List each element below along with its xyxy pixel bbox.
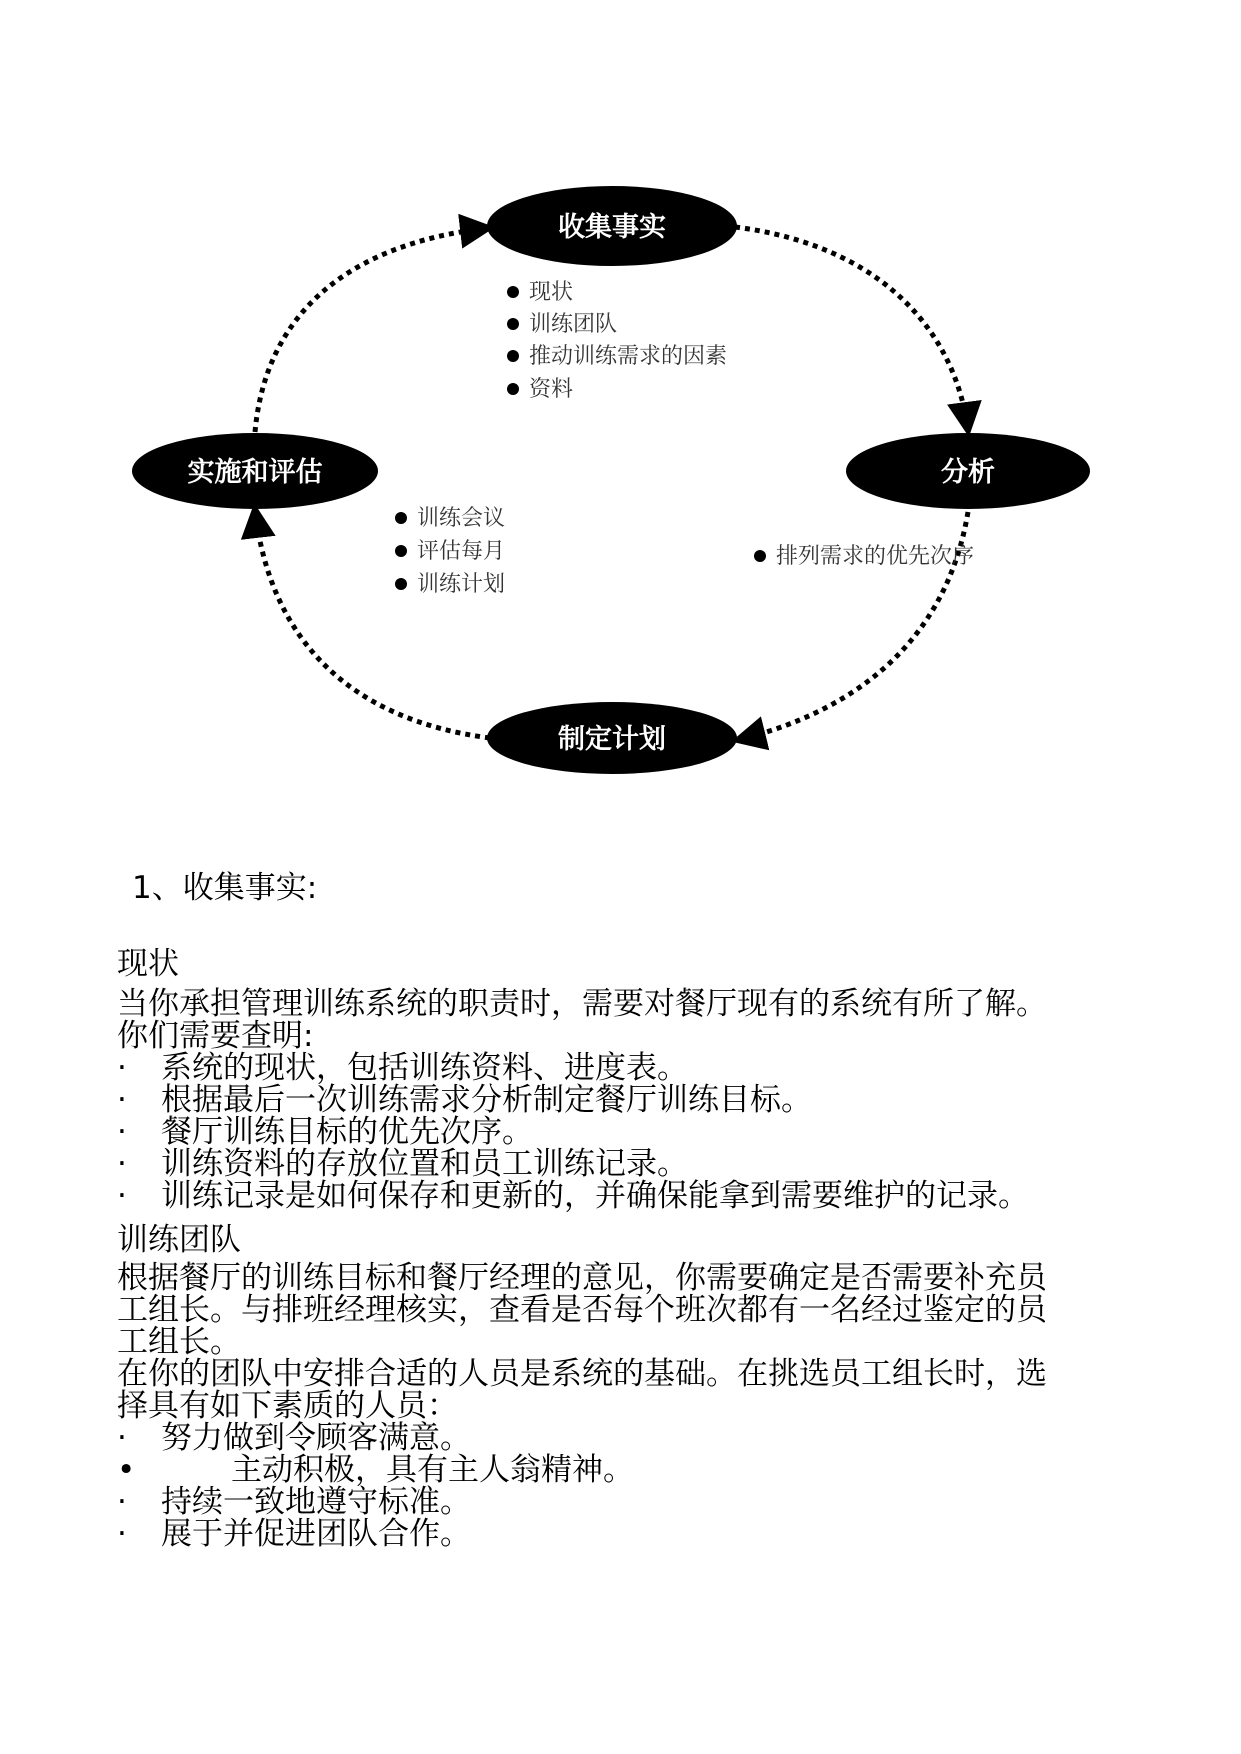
team-bullet-text: 努力做到令顾客满意。 [161,1420,471,1456]
bullet-dot: · [117,1050,127,1086]
status-bullet-text: 餐厅训练目标的优先次序。 [161,1114,533,1150]
bullet-dot: • [117,1452,136,1488]
node-implement-evaluate [132,433,378,509]
node-collect-label: 收集事实 [558,212,666,243]
status-bullet-text: 系统的现状，包括训练资料、进度表。 [161,1050,688,1086]
implement-bullets [395,506,505,597]
team-paragraph-line: 工组长。与排班经理核实，查看是否每个班次都有一名经过鉴定的员 [117,1292,1047,1328]
team-bullet [117,1454,634,1486]
bullet-dot: · [117,1516,127,1552]
team-bullet [117,1518,471,1550]
bullet-dot: · [117,1082,127,1118]
node-analyze [846,433,1090,509]
bullet-dot: · [117,1484,127,1520]
node-implement-label: 实施和评估 [187,457,323,488]
collect-bullet-item: 推动训练需求的因素 [529,344,728,369]
bullet-dot: · [117,1178,127,1214]
status-bullet [117,1148,688,1180]
status-paragraph-line: 你们需要查明: [117,1018,314,1054]
status-bullet [117,1116,533,1148]
bullet-dot: · [117,1146,127,1182]
collect-bullets [507,280,727,402]
team-bullet-text: 展于并促进团队合作。 [161,1516,471,1552]
node-make-plan [487,702,737,774]
arc-collect-to-analyze [735,227,968,430]
collect-bullet-item: 资料 [529,377,574,402]
team-paragraph-line: 根据餐厅的训练目标和餐厅经理的意见，你需要确定是否需要补充员 [117,1260,1047,1296]
status-bullet-text: 根据最后一次训练需求分析制定餐厅训练目标。 [161,1082,812,1118]
analyze-bullet-item: 排列需求的优先次序 [776,544,975,569]
status-bullet [117,1052,688,1084]
status-bullet [117,1084,812,1116]
team-bullet [117,1422,471,1454]
section-heading: 1、收集事实: [132,870,318,906]
status-bullet-text: 训练资料的存放位置和员工训练记录。 [161,1146,688,1182]
team-bullet [117,1486,471,1518]
collect-bullet-item: 训练团队 [529,312,618,337]
team-paragraph-line: 择具有如下素质的人员： [117,1388,458,1424]
status-bullet [117,1180,1029,1212]
arc-implement-to-collect [255,228,488,432]
team-paragraph-line: 工组长。 [117,1324,241,1360]
status-paragraph-line: 当你承担管理训练系统的职责时，需要对餐厅现有的系统有所了解。 [117,986,1047,1022]
team-bullet-text: 持续一致地遵守标准。 [161,1484,471,1520]
team-title: 训练团队 [117,1222,241,1258]
node-plan-label: 制定计划 [558,724,666,755]
status-title: 现状 [117,946,179,982]
analyze-bullets [754,544,974,569]
implement-bullet-item: 评估每月 [417,539,506,564]
implement-bullet-item: 训练计划 [417,572,506,597]
training-cycle-diagram [0,0,1241,800]
bullet-dot: · [117,1114,127,1150]
node-collect-facts [487,186,737,266]
team-bullet-text: 主动积极，具有主人翁精神。 [231,1452,634,1488]
node-analyze-label: 分析 [941,457,995,488]
collect-bullet-item: 现状 [529,280,574,305]
bullet-dot: · [117,1420,127,1456]
status-bullet-text: 训练记录是如何保存和更新的，并确保能拿到需要维护的记录。 [161,1178,1029,1214]
team-paragraph-line: 在你的团队中安排合适的人员是系统的基础。在挑选员工组长时，选 [117,1356,1047,1392]
implement-bullet-item: 训练会议 [417,506,506,531]
